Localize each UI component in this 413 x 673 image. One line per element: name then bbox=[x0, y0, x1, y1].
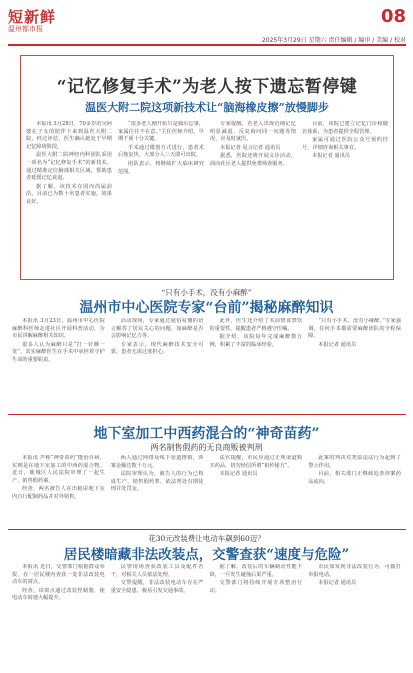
paragraph: 家属可通过医院公众号预约挂号，详细咨询相关事宜。 bbox=[302, 137, 388, 151]
article-column bbox=[26, 121, 112, 273]
article2-body bbox=[12, 318, 401, 408]
article-column bbox=[308, 564, 401, 668]
paper-name: 温州都市报 bbox=[8, 25, 43, 33]
paragraph: “只有小手术，没有小麻醉。”专家强调，任何手术都需要麻醉团队的全程保障。 bbox=[308, 318, 401, 340]
paragraph: 专家表示，现代麻醉技术安全可靠，患者无需过度担心。 bbox=[110, 341, 204, 356]
paragraph: 法官提醒，市民应通过正规渠道购买药品，切勿轻信所谓“祖传秘方”。 bbox=[209, 455, 303, 469]
article-column bbox=[12, 564, 105, 668]
paragraph: 很多人认为麻醉只是“打一针睡一觉”，其实麻醉医生在手术中承担着守护生命的重要职责。 bbox=[12, 341, 105, 363]
paragraph: 此外，医生还介绍了术前禁食禁饮的重要性，提醒患者严格遵守医嘱。 bbox=[209, 318, 303, 332]
article-column bbox=[210, 564, 303, 668]
paragraph: 经查，两名被告人在出租屋地下室内自行配制药品并对外销售。 bbox=[12, 486, 105, 500]
paragraph: 本报讯 声称“神奇苗药”能治百病，实则是在地下室加工的中西药混合物。近日，鹿城区人民法院审理了一起生产、销售假药案。 bbox=[12, 455, 105, 484]
paragraph: 据介绍，该院每年完成麻醉数万例，积累了丰富的临床经验。 bbox=[209, 334, 303, 348]
article3-body bbox=[12, 455, 401, 525]
paragraph: 此案的判决对类似违法行为起到了警示作用。 bbox=[308, 455, 401, 469]
article3-subtitle: 两名制售假药的无良商贩被判刑 bbox=[150, 443, 263, 452]
paragraph: 本报记者 通讯员 bbox=[219, 471, 258, 478]
paragraph: 目前，该院已建立记忆门诊和随访体系，为患者提供全程管理。 bbox=[302, 121, 388, 135]
lead-article-title: “记忆修复手术”为老人按下遗忘暂停键 bbox=[56, 77, 358, 97]
paragraph: 本报讯 3月28日，70多岁的吴阿婆在子女的陪伴下来到温医大附二院，经过评估，医生确认她处于早期记忆障碍阶段。 bbox=[26, 121, 112, 150]
lead-article-body bbox=[26, 121, 388, 273]
paragraph: 本报记者 通讯员 bbox=[312, 153, 350, 160]
paragraph: 温医大附二院神经内科团队采用一项名为“记忆修复手术”的新技术，通过精准定位脑部相关区域，帮助患者延缓记忆衰退。 bbox=[26, 152, 112, 182]
paragraph: 本报记者 通讯员 bbox=[318, 580, 357, 587]
article2-overline: “只有小手术，没有小麻醉” bbox=[161, 288, 252, 297]
section-divider bbox=[8, 414, 406, 415]
paragraph: 经查，该窝点通过改装控制器，使电动车时速大幅提升。 bbox=[12, 587, 105, 602]
paragraph: 据悉，医院还将开展义诊活动，面向社区老人提供免费筛查服务。 bbox=[210, 153, 296, 167]
paragraph: 专家提醒，若老人出现近期记忆明显减退、反复询问同一问题等情况，应及时就医。 bbox=[210, 121, 296, 143]
paragraph: 法院审理认为，被告人的行为已构成生产、销售假药罪，依法判处有期徒刑并处罚金。 bbox=[110, 471, 204, 493]
article-column bbox=[308, 318, 401, 408]
paragraph: 活动现场，专家通过通俗易懂的语言解答了居民关心的问题，如麻醉是否会影响记忆力等。 bbox=[110, 318, 204, 340]
paragraph: 据了解，该技术在国内尚属前沿，目前已为数十名患者实施，效果良好。 bbox=[26, 183, 112, 205]
article-column bbox=[111, 318, 204, 408]
article-column bbox=[111, 455, 204, 525]
article-column bbox=[308, 455, 401, 525]
article-column bbox=[118, 121, 204, 273]
article-column bbox=[111, 564, 204, 668]
article4-overline: 花30元改装费让电动车飙到60迈？ bbox=[148, 534, 265, 543]
paragraph: 交警部门将持续开展专项整治行动。 bbox=[209, 580, 303, 594]
article-column bbox=[12, 318, 105, 408]
article2-title: 温州市中心医院专家“台前”揭秘麻醉知识 bbox=[79, 300, 334, 316]
paragraph: 本报记者 见习记者 通讯员 bbox=[220, 144, 281, 151]
article-column bbox=[210, 455, 303, 525]
paragraph: 据了解，改装后的车辆制动性能下降，一旦发生碰撞后果严重。 bbox=[209, 564, 303, 578]
paragraph: 本报记者 通讯员 bbox=[318, 341, 357, 348]
section-brand: 短新鲜 bbox=[8, 8, 57, 26]
article-column bbox=[12, 455, 105, 525]
paragraph: 民警现场查获改装工具及配件若干，对相关人员依法处理。 bbox=[110, 564, 204, 578]
paragraph: 本报讯 近日，交警部门根据群众举报，在一居民楼内查获一处非法改装电动车的窝点。 bbox=[12, 564, 105, 586]
page-number: 08 bbox=[380, 6, 406, 27]
header-rule bbox=[8, 44, 406, 46]
article-column bbox=[210, 121, 296, 273]
paragraph: 交警提醒，非法改装电动车存在严重安全隐患，极易引发交通事故。 bbox=[110, 580, 204, 594]
paragraph: “很多老人刚开始只是偶尔忘事，家属往往不在意。”主任医师介绍，早期干预十分关键。 bbox=[118, 121, 204, 143]
lead-article-subtitle: 温医大附二院这项新技术让“脑海橡皮擦”放慢脚步 bbox=[85, 101, 329, 114]
article-column bbox=[210, 318, 303, 408]
paragraph: 目前，相关部门正继续追查涉案药品流向。 bbox=[308, 471, 401, 485]
article-column bbox=[302, 121, 388, 273]
paragraph: 市民如发现非法改装行为，可拨打举报电话。 bbox=[308, 564, 401, 578]
page-header bbox=[8, 6, 406, 42]
dateline: 2025年3月29日 星期六 责任编辑 / 编审 / 美编 / 校对 bbox=[261, 37, 406, 44]
paragraph: 两人通过网络及线下渠道推销，涉案金额达数十万元。 bbox=[110, 455, 204, 469]
paragraph: 手术通过微创方式进行，患者术后恢复快，大部分人三天即可出院。 bbox=[118, 144, 204, 159]
article4-title: 居民楼暗藏非法改装点，交警查获“速度与危险” bbox=[63, 547, 350, 563]
section-divider bbox=[8, 529, 406, 530]
paragraph: 本报讯 3月23日，温州市中心医院麻醉科医师走进社区开展科普活动，为市民讲解麻醉相关知识。 bbox=[12, 318, 105, 340]
article3-title: 地下室加工中西药混合的“神奇苗药” bbox=[93, 426, 320, 442]
paragraph: 团队表示，将继续扩大临床研究范围。 bbox=[118, 160, 204, 175]
article4-body bbox=[12, 564, 401, 668]
